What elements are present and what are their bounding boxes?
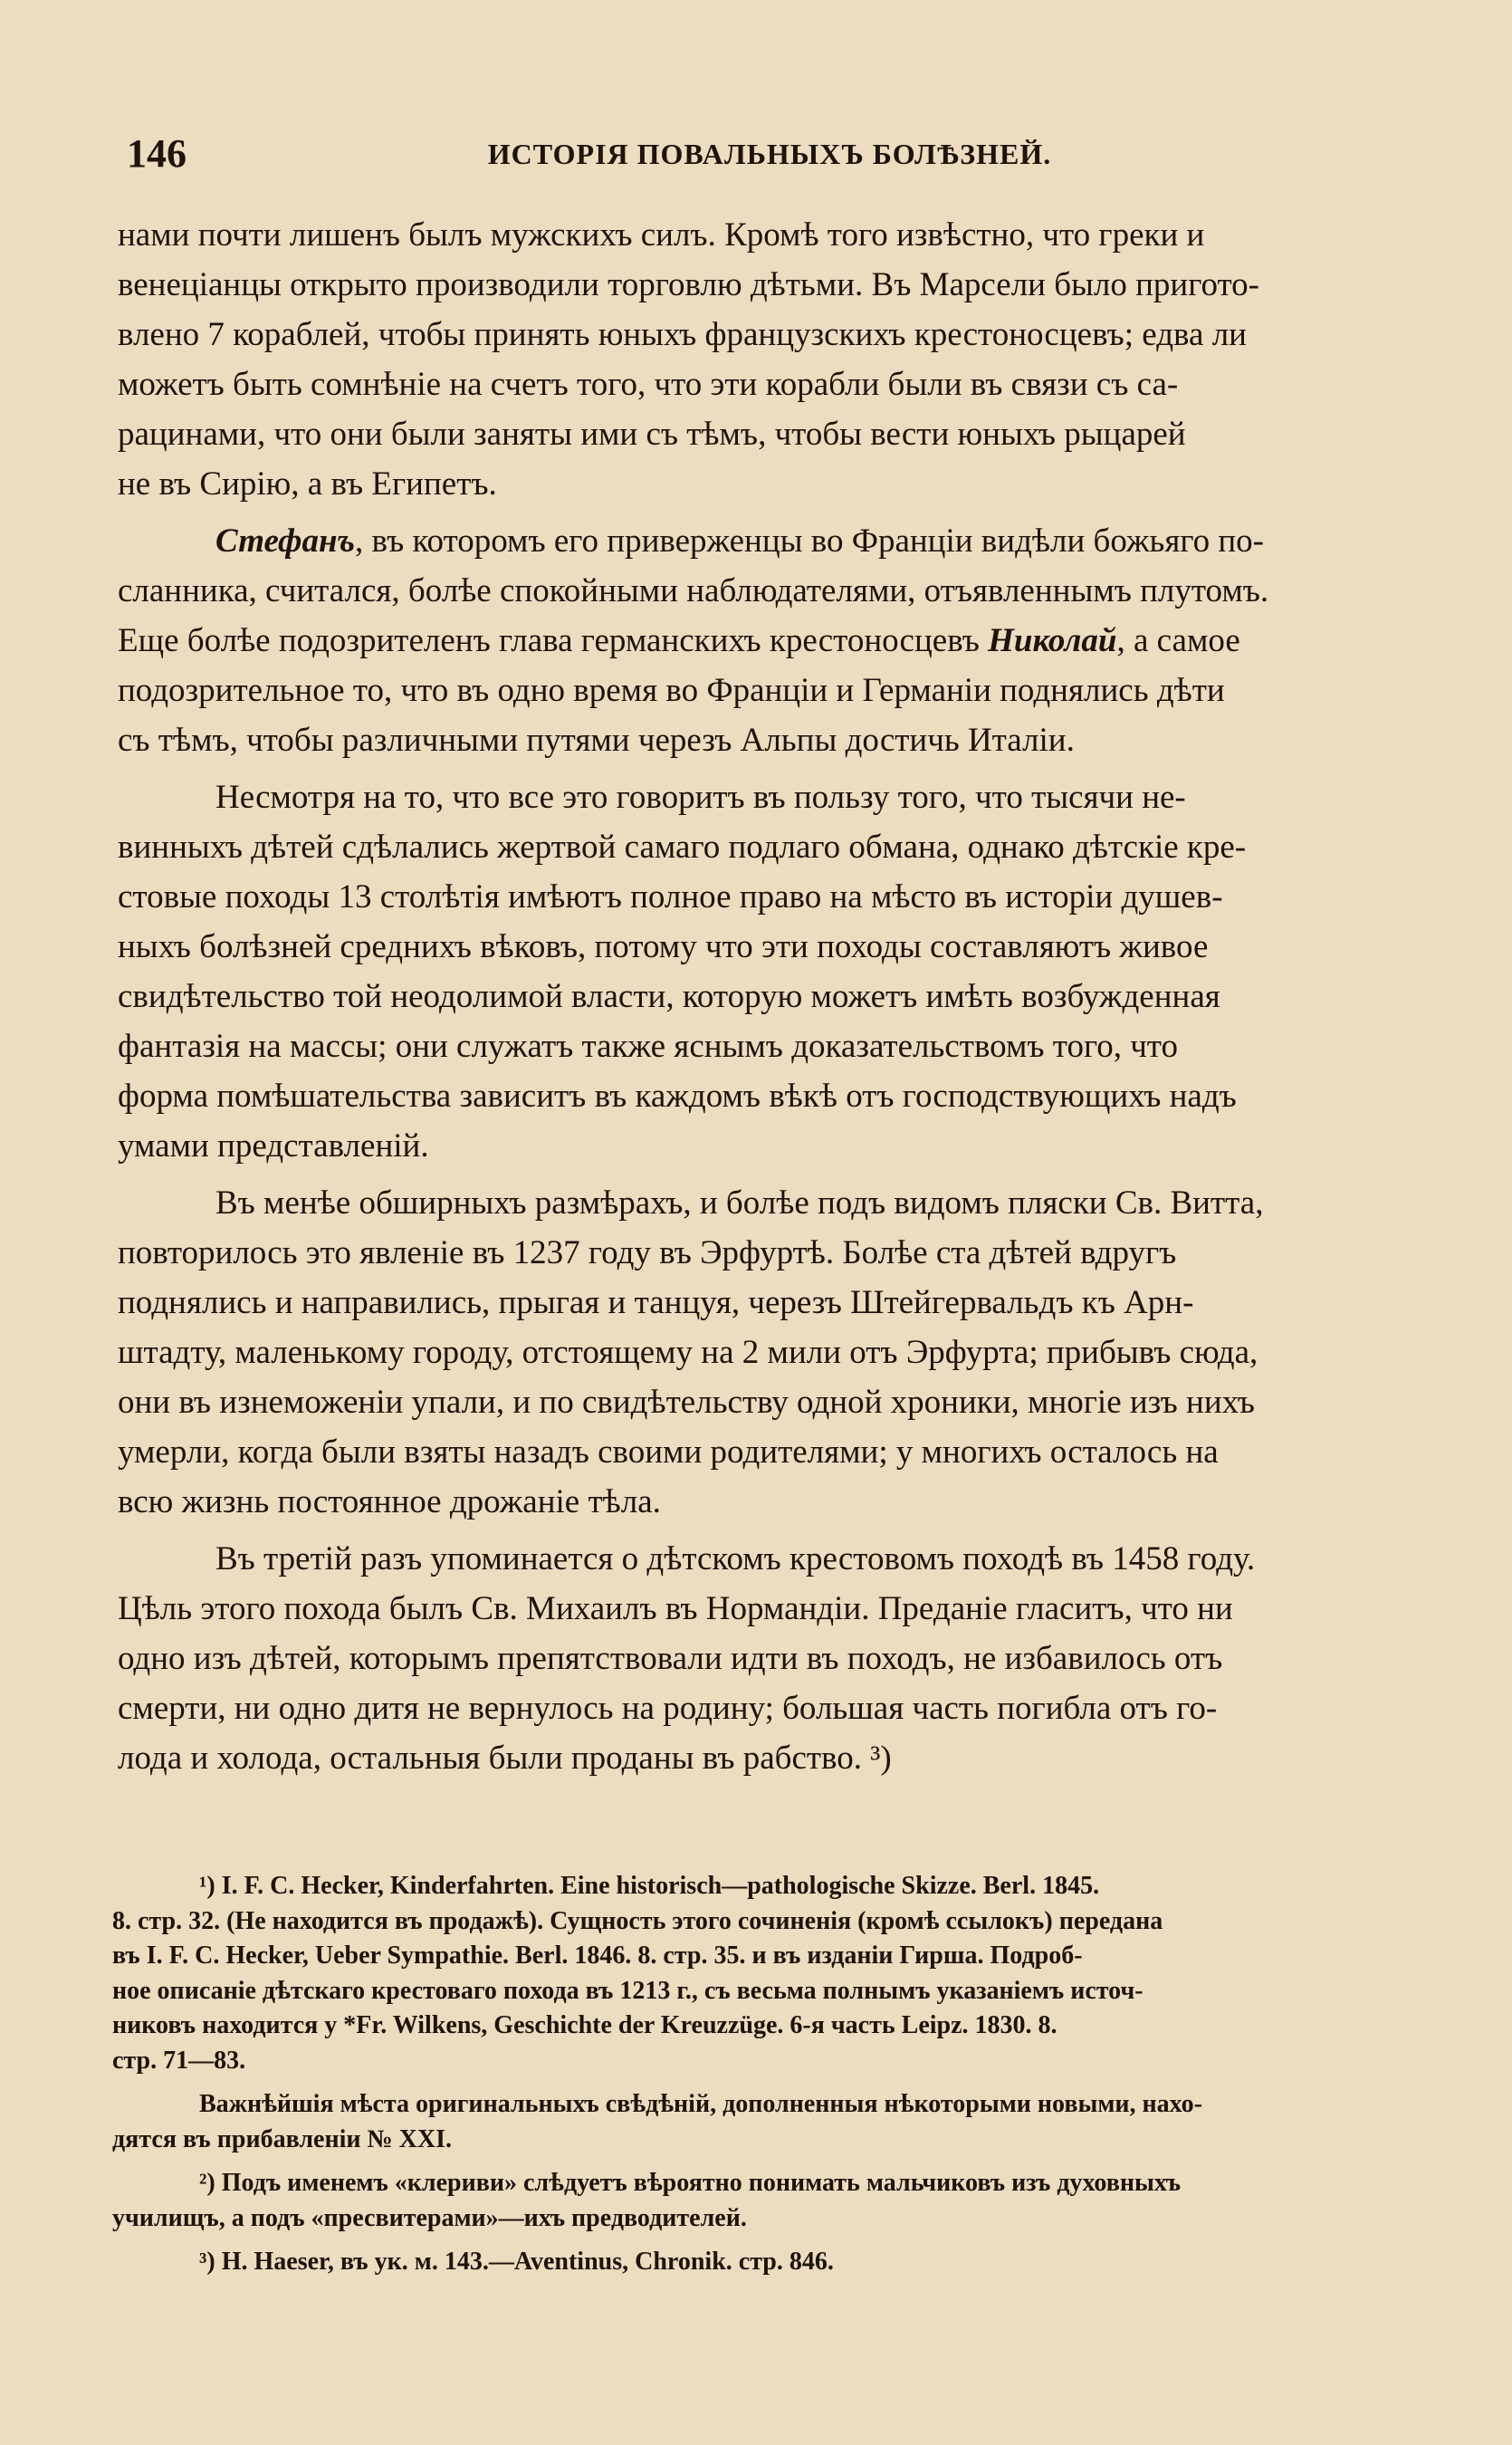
footnote-line: ²) Подъ именемъ «клериви» слѣдуетъ вѣроятно понимать мальчиковъ изъ духовныхъ (199, 2169, 1182, 2197)
paragraph-3 (118, 772, 1412, 1171)
text-line: не въ Сирію, а въ Египетъ. (118, 465, 497, 503)
text-line: Несмотря на то, что все это говоритъ въ пользу того, что тысячи не- (215, 779, 1186, 816)
person-name: Стефанъ (215, 523, 356, 560)
paragraph-5 (118, 1534, 1412, 1783)
text-line: поднялись и направились, прыгая и танцуя, черезъ Штейгервальдъ къ Арн- (118, 1284, 1194, 1321)
text-line: они въ изнеможеніи упали, и по свидѣтельству одной хроники, многіе изъ нихъ (118, 1384, 1255, 1421)
text-line: венеціанцы открыто производили торговлю дѣтьми. Въ Марсели было пригото- (118, 266, 1259, 303)
text-line: штадту, маленькому городу, отстоящему на 2 мили отъ Эрфурта; прибывъ сюда, (118, 1334, 1258, 1371)
text-line: влено 7 кораблей, чтобы принять юныхъ французскихъ крестоносцевъ; едва ли (118, 316, 1247, 353)
footnote-3 (112, 2245, 1414, 2280)
footnote-line: 8. стр. 32. (Не находится въ продажѣ). Сущность этого сочиненія (кромѣ ссылокъ) передана (112, 1906, 1163, 1935)
text-line: Въ третій разъ упоминается о дѣтскомъ крестовомъ походѣ въ 1458 году. (215, 1540, 1256, 1577)
text-line: одно изъ дѣтей, которымъ препятствовали идти въ походъ, не избавилось отъ (118, 1640, 1223, 1677)
text-line: съ тѣмъ, чтобы различными путями черезъ Альпы достичь Италіи. (118, 722, 1075, 759)
footnote-line: Важнѣйшія мѣста оригинальныхъ свѣдѣній, дополненныя нѣкоторыми новыми, нахо- (199, 2090, 1202, 2118)
footnote-line: никовъ находится у *Fr. Wilkens, Geschichte der Kreuzzüge. 6-я часть Leipz. 1830. 8. (112, 2011, 1057, 2039)
text-line: стовые походы 13 столѣтія имѣютъ полное право на мѣсто въ исторіи душев- (118, 878, 1223, 916)
footnote-line: стр. 71—83. (112, 2046, 246, 2075)
text-line: подозрительное то, что въ одно время во Франціи и Германіи поднялись дѣти (118, 672, 1225, 709)
text-fragment: Еще болѣе подозрителенъ глава германскихъ крестоносцевъ (118, 622, 989, 659)
paragraph-2 (118, 516, 1412, 765)
text-line: фантазія на массы; они служатъ также яснымъ доказательствомъ того, что (118, 1028, 1178, 1065)
text-line: ныхъ болѣзней среднихъ вѣковъ, потому что эти походы составляютъ живое (118, 928, 1209, 965)
footnote-line: ¹) I. F. C. Hecker, Kinderfahrten. Eine historisch—pathologische Skizze. Berl. 1845. (199, 1872, 1100, 1900)
text-line: нами почти лишенъ былъ мужскихъ силъ. Кромѣ того извѣстно, что греки и (118, 216, 1205, 254)
running-title: ИСТОРІЯ ПОВАЛЬНЫХЪ БОЛѢЗНЕЙ. (487, 138, 1052, 170)
footnote-2 (112, 2166, 1414, 2236)
text-line: лода и холода, остальныя были проданы въ рабство. ³) (118, 1740, 892, 1777)
paragraph-4 (118, 1178, 1412, 1527)
text-line: Цѣль этого похода былъ Св. Михаилъ въ Нормандіи. Преданіе гласитъ, что ни (118, 1590, 1233, 1627)
text-line: сланника, считался, болѣе спокойными наблюдателями, отъявленнымъ плутомъ. (118, 572, 1269, 609)
text-line: смерти, ни одно дитя не вернулось на родину; большая часть погибла отъ го- (118, 1690, 1218, 1727)
text-line: умерли, когда были взяты назадъ своими родителями; у многихъ осталось на (118, 1433, 1219, 1471)
footnote-line: ³) H. Haeser, въ ук. м. 143.—Aventinus, Chronik. стр. 846. (199, 2248, 834, 2276)
main-text (118, 210, 1412, 1790)
footnote-line: дятся въ прибавленіи № XXI. (112, 2124, 452, 2153)
footnote-line: училищъ, а подъ «пресвитерами»—ихъ предводителей. (112, 2203, 747, 2232)
text-line (118, 516, 1412, 566)
text-line: винныхъ дѣтей сдѣлались жертвой самаго подлаго обмана, однако дѣтскіе кре- (118, 829, 1247, 866)
footnotes (112, 1869, 1414, 2289)
footnote-1-continuation (112, 2087, 1414, 2157)
text-line: Въ менѣе обширныхъ размѣрахъ, и болѣе подъ видомъ пляски Св. Витта, (215, 1184, 1264, 1222)
text-line: умами представленій. (118, 1127, 429, 1165)
page-header (127, 127, 1412, 181)
text-fragment: , а самое (1116, 622, 1240, 659)
text-line: всю жизнь постоянное дрожаніе тѣла. (118, 1483, 661, 1520)
person-name: Николай (988, 622, 1117, 659)
paragraph-1 (118, 210, 1412, 509)
text-line (118, 616, 1412, 666)
text-line: рацинами, что они были заняты ими съ тѣмъ, чтобы вести юныхъ рыцарей (118, 416, 1186, 453)
page-number: 146 (127, 131, 187, 176)
text-line: форма помѣшательства зависитъ въ каждомъ вѣкѣ отъ господствующихъ надъ (118, 1078, 1237, 1115)
text-line: свидѣтельство той неодолимой власти, которую можетъ имѣть возбужденная (118, 978, 1220, 1015)
footnote-line: ное описаніе дѣтскаго крестоваго похода въ 1213 г., съ весьма полнымъ указаніемъ источ- (112, 1976, 1144, 2005)
text-line: повторилось это явленіе въ 1237 году въ Эрфуртѣ. Болѣе ста дѣтей вдругъ (118, 1234, 1177, 1271)
footnote-1 (112, 1869, 1414, 2078)
text-fragment: , въ которомъ его приверженцы во Франціи видѣли божьяго по- (355, 523, 1264, 560)
text-line: можетъ быть сомнѣніе на счетъ того, что эти корабли были въ связи съ са- (118, 366, 1179, 403)
footnote-line: въ I. F. C. Hecker, Ueber Sympathie. Berl. 1846. 8. стр. 35. и въ изданіи Гирша. Подроб- (112, 1942, 1083, 1970)
